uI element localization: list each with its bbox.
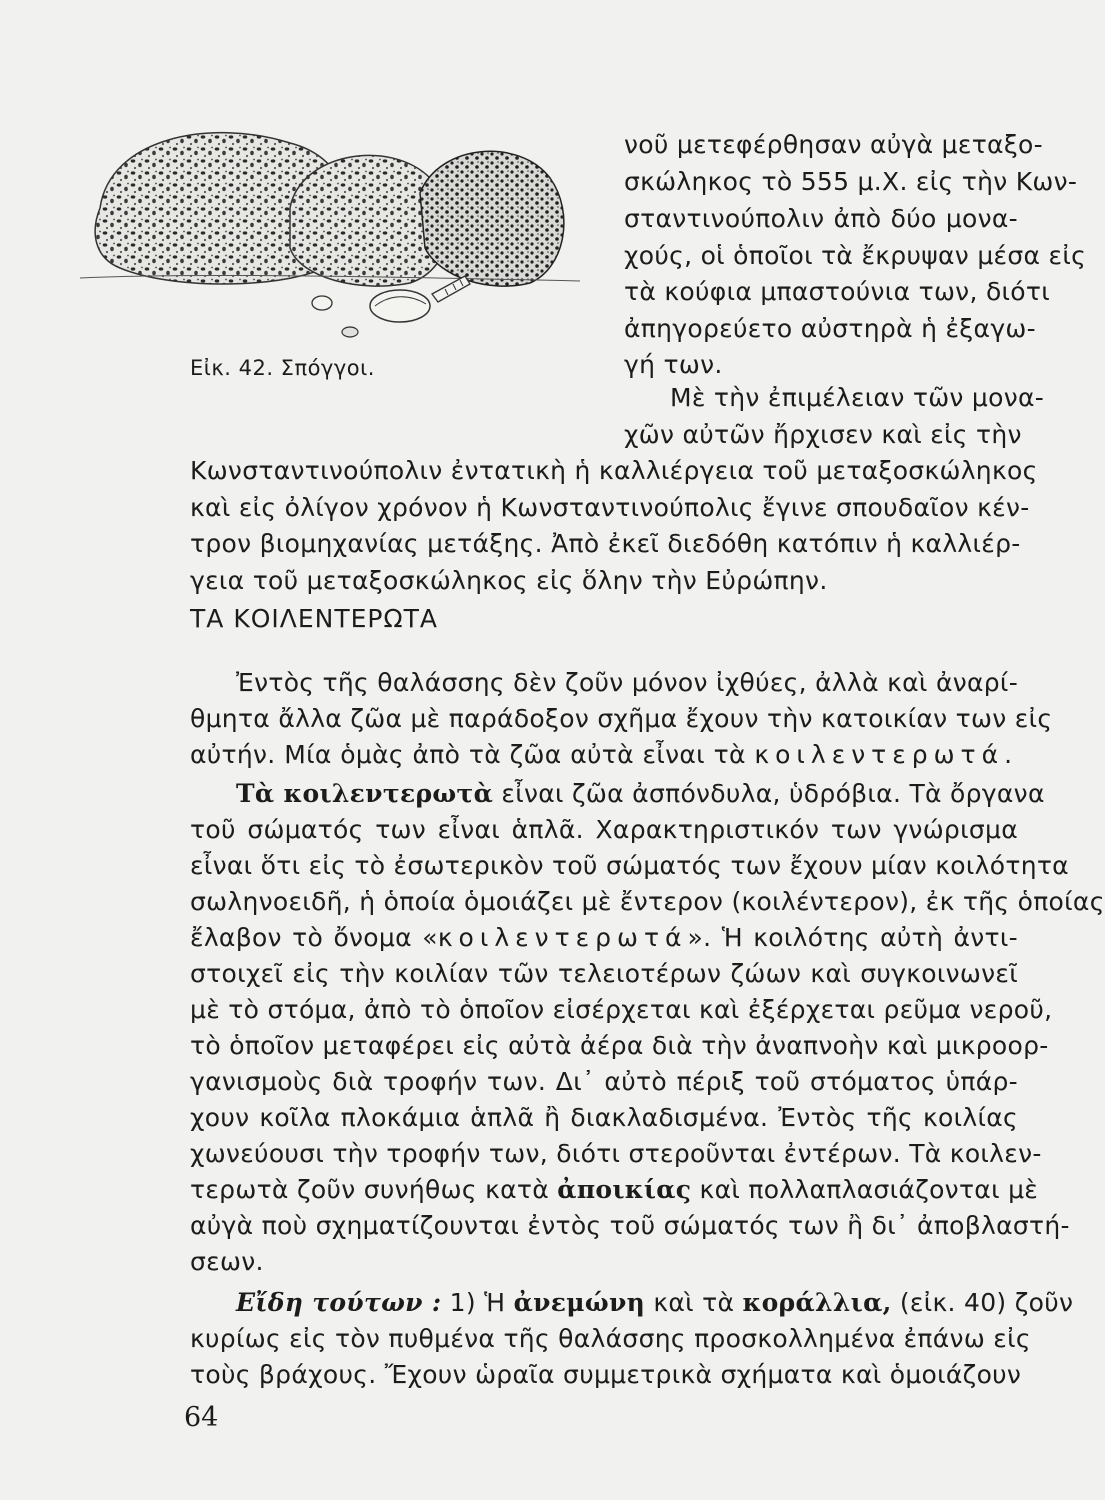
text-line: τοῦ σώματός των εἶναι ἁπλᾶ. Χαρακτηριστικόν των γνώρισμα [190, 815, 1018, 844]
text-line: μὲ τὸ στόμα, ἀπὸ τὸ ὁποῖον εἰσέρχεται καὶ ἐξέρχεται ρεῦμα νεροῦ, [190, 995, 1053, 1024]
figure-caption: Εἰκ. 42. Σπόγγοι. [190, 356, 375, 380]
text-span: ». Ἡ κοιλότης αὐτὴ ἀντι- [687, 923, 1018, 952]
text-line: θμητα ἄλλα ζῶα μὲ παράδοξον σχῆμα ἔχουν τὴν κατοικίαν των εἰς [190, 704, 1053, 733]
text-line: νοῦ μετεφέρθησαν αὐγὰ μεταξο- [624, 130, 1043, 159]
text-span: καὶ πολλαπλασιάζονται μὲ [699, 1175, 1039, 1204]
text-span: (εἰκ. 40) ζοῦν [899, 1288, 1074, 1317]
text-line: στοιχεῖ εἰς τὴν κοιλίαν τῶν τελειοτέρων ζώων καὶ συγκοινωνεῖ [190, 959, 1018, 988]
text-line: χωνεύουσι τὴν τροφήν των, διότι στεροῦνται ἐντέρων. Τὰ κοιλεν- [190, 1139, 1042, 1168]
text-line: σωληνοειδῆ, ἡ ὁποία ὁμοιάζει μὲ ἔντερον (κοιλέντερον), ἐκ τῆς ὁποίας [190, 887, 1105, 916]
text-line [236, 779, 1045, 809]
text-line: τοὺς βράχους. Ἔχουν ὡραῖα συμμετρικὰ σχήματα καὶ ὁμοιάζουν [190, 1360, 1022, 1389]
text-line: γεια τοῦ μεταξοσκώληκος εἰς ὅλην τὴν Εὐρώπην. [190, 566, 828, 595]
text-line: χούς, οἱ ὁποῖοι τὰ ἔκρυψαν μέσα εἰς [624, 241, 1087, 270]
text-span: τερωτὰ ζοῦν συνήθως κατὰ [190, 1175, 550, 1204]
text-line [190, 740, 1018, 770]
text-line: αὐγὰ ποὺ σχηματίζουνται ἐντὸς τοῦ σώματός των ἢ δι᾽ ἀποβλαστή- [190, 1211, 1070, 1240]
page-number: 64 [184, 1402, 219, 1433]
text-span: 1) Ἡ [449, 1288, 506, 1317]
emphasized-term: κοιλεντερωτά [437, 923, 688, 952]
text-span: αὐτήν. Μία ὁμὰς ἀπὸ τὰ ζῶα αὐτὰ εἶναι τὰ [190, 740, 746, 769]
text-line: τὸ ὁποῖον μεταφέρει εἰς αὐτὰ ἀέρα διὰ τὴν ἀναπνοὴν καὶ μικροορ- [190, 1031, 1049, 1060]
text-line: τὰ κούφια μπαστούνια των, διότι [624, 277, 1050, 306]
bold-term: κοράλλια, [742, 1288, 892, 1317]
text-line: Ἐντὸς τῆς θαλάσσης δὲν ζοῦν μόνον ἰχθύες, ἀλλὰ καὶ ἀναρί- [236, 668, 1019, 697]
sponges-illustration [60, 98, 615, 378]
bold-term: Τὰ κοιλεντερωτὰ [236, 779, 494, 808]
text-line: γή των. [624, 350, 723, 379]
text-line: χουν κοῖλα πλοκάμια ἁπλᾶ ἢ διακλαδισμένα. Ἐντὸς τῆς κοιλίας [190, 1103, 1018, 1132]
text-span: εἶναι ζῶα ἀσπόνδυλα, ὑδρόβια. Τὰ ὄργανα [501, 779, 1045, 808]
text-line [236, 1288, 1074, 1318]
text-line: σκώληκος τὸ 555 μ.Χ. εἰς τὴν Κων- [624, 167, 1078, 196]
text-line: σεων. [190, 1247, 264, 1276]
text-line: Κωνσταντινούπολιν ἐντατικὴ ἡ καλλιέργεια τοῦ μεταξοσκώληκος [190, 456, 1038, 485]
text-line [190, 1175, 1039, 1205]
section-heading: ΤΑ ΚΟΙΛΕΝΤΕΡΩΤΑ [190, 604, 438, 633]
bold-term: ἀνεμώνη [513, 1288, 646, 1317]
text-line: ἀπηγορεύετο αὐστηρὰ ἡ ἐξαγω- [624, 314, 1036, 343]
text-span: καὶ τὰ [653, 1288, 735, 1317]
text-span: ἔλαβον τὸ ὄνομα « [190, 923, 438, 952]
text-line [190, 923, 1018, 953]
text-line: χῶν αὐτῶν ἤρχισεν καὶ εἰς τὴν [624, 420, 1022, 449]
text-line: καὶ εἰς ὀλίγον χρόνον ἡ Κωνσταντινούπολις ἔγινε σπουδαῖον κέν- [190, 493, 1030, 522]
bold-italic-label: Εἴδη τούτων : [236, 1288, 442, 1317]
text-line: κυρίως εἰς τὸν πυθμένα τῆς θαλάσσης προσκολλημένα ἐπάνω εἰς [190, 1324, 1031, 1353]
text-line: τρον βιομηχανίας μετάξης. Ἀπὸ ἐκεῖ διεδόθη κατόπιν ἡ καλλιέρ- [190, 529, 1021, 558]
text-line: σταντινούπολιν ἀπὸ δύο μονα- [624, 204, 1018, 233]
emphasized-term: κοιλεντερωτά. [754, 740, 1019, 769]
bold-term: ἀποικίας [557, 1175, 692, 1204]
text-line: Μὲ τὴν ἐπιμέλειαν τῶν μονα- [670, 383, 1045, 412]
text-line: εἶναι ὅτι εἰς τὸ ἐσωτερικὸν τοῦ σώματός των ἔχουν μίαν κοιλότητα [190, 851, 1069, 880]
text-line: γανισμοὺς διὰ τροφήν των. Δι᾽ αὐτὸ πέριξ τοῦ στόματος ὑπάρ- [190, 1067, 1018, 1096]
